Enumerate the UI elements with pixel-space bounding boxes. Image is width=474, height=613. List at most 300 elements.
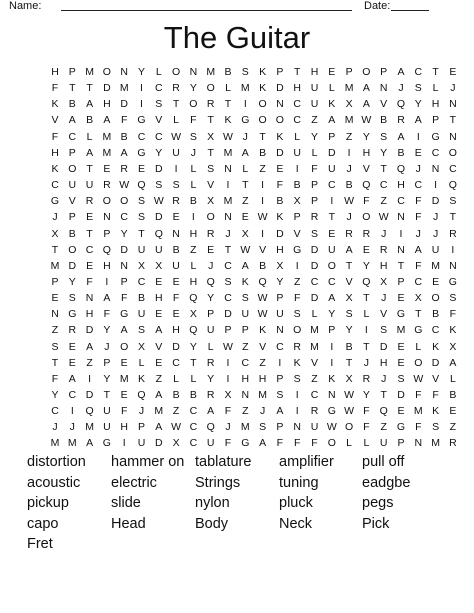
- name-label: Name:: [9, 0, 42, 12]
- grid-letter: E: [362, 243, 370, 256]
- grid-letter: B: [172, 243, 180, 256]
- grid-letter: L: [225, 82, 231, 95]
- word-bank-item: amplifier: [279, 454, 334, 470]
- word-bank-item: capo: [27, 515, 59, 532]
- grid-letter: G: [102, 437, 111, 450]
- grid-letter: I: [70, 405, 74, 418]
- grid-letter: A: [68, 372, 76, 385]
- grid-letter: H: [397, 179, 405, 192]
- grid-letter: B: [432, 308, 440, 321]
- grid-letter: E: [207, 243, 215, 256]
- grid-letter: T: [51, 356, 59, 369]
- grid-letter: L: [86, 130, 93, 143]
- grid-letter: A: [103, 292, 111, 305]
- grid-letter: I: [174, 162, 178, 175]
- grid-letter: Y: [51, 389, 59, 401]
- grid-letter: S: [345, 308, 353, 321]
- grid-letter: Y: [68, 275, 76, 288]
- word-bank-item: electric: [111, 474, 157, 491]
- grid-letter: I: [330, 195, 334, 208]
- grid-letter: F: [293, 292, 301, 305]
- grid-letter: A: [328, 114, 336, 127]
- grid-letter: J: [363, 356, 370, 369]
- grid-letter: R: [449, 437, 457, 450]
- grid-letter: P: [397, 437, 405, 450]
- grid-letter: E: [449, 405, 457, 418]
- grid-letter: O: [189, 98, 198, 111]
- grid-letter: N: [120, 259, 128, 272]
- grid-letter: U: [379, 437, 388, 450]
- grid-letter: B: [189, 389, 197, 401]
- grid-letter: Q: [206, 275, 215, 288]
- grid-letter: J: [415, 162, 421, 175]
- grid-letter: J: [242, 130, 248, 143]
- grid-letter: M: [85, 421, 94, 434]
- grid-letter: K: [328, 98, 336, 111]
- grid-letter: A: [397, 130, 405, 143]
- grid-letter: P: [68, 211, 76, 224]
- grid-letter: S: [380, 324, 388, 337]
- grid-letter: U: [310, 98, 319, 111]
- grid-letter: E: [86, 259, 94, 272]
- grid-letter: T: [190, 356, 197, 369]
- grid-letter: C: [276, 340, 284, 353]
- grid-letter: M: [223, 195, 233, 208]
- grid-letter: G: [431, 130, 440, 143]
- grid-letter: Y: [120, 227, 128, 240]
- grid-letter: X: [172, 437, 180, 450]
- grid-letter: T: [224, 98, 232, 111]
- grid-letter: G: [68, 308, 77, 321]
- grid-letter: Z: [259, 162, 266, 175]
- grid-letter: S: [155, 98, 163, 111]
- grid-letter: O: [345, 421, 354, 434]
- grid-letter: O: [362, 211, 371, 224]
- grid-letter: S: [68, 292, 76, 305]
- grid-letter: F: [172, 292, 180, 305]
- grid-letter: P: [103, 227, 111, 240]
- grid-letter: U: [431, 243, 440, 256]
- grid-letter: H: [293, 82, 301, 95]
- grid-letter: P: [276, 372, 284, 385]
- grid-letter: M: [223, 146, 233, 159]
- grid-letter: E: [137, 162, 145, 175]
- grid-letter: J: [259, 405, 266, 418]
- grid-letter: M: [344, 114, 354, 127]
- grid-letter: M: [396, 324, 406, 337]
- grid-letter: O: [102, 66, 111, 78]
- grid-letter: T: [138, 227, 145, 240]
- word-bank-item: pluck: [279, 495, 313, 512]
- grid-letter: B: [68, 227, 76, 240]
- word-bank-item: nylon: [195, 495, 230, 512]
- grid-letter: M: [413, 405, 423, 418]
- grid-letter: N: [224, 162, 232, 175]
- grid-letter: N: [449, 259, 457, 272]
- grid-letter: E: [86, 211, 94, 224]
- grid-letter: G: [241, 437, 250, 450]
- grid-letter: F: [415, 211, 422, 224]
- grid-letter: O: [275, 114, 284, 127]
- grid-letter: P: [380, 66, 388, 78]
- grid-letter: Y: [362, 259, 370, 272]
- grid-letter: E: [103, 162, 111, 175]
- grid-letter: W: [326, 421, 337, 434]
- grid-letter: R: [362, 372, 371, 385]
- grid-letter: Y: [207, 372, 215, 385]
- grid-letter: K: [224, 114, 232, 127]
- grid-letter: F: [363, 421, 370, 434]
- grid-letter: B: [449, 389, 457, 401]
- grid-letter: Y: [103, 372, 111, 385]
- grid-letter: C: [449, 162, 457, 175]
- grid-letter: D: [276, 146, 284, 159]
- grid-letter: W: [153, 195, 164, 208]
- grid-letter: F: [276, 437, 284, 450]
- grid-letter: W: [119, 179, 130, 192]
- grid-letter: I: [364, 324, 368, 337]
- grid-letter: A: [414, 114, 422, 127]
- grid-letter: F: [415, 195, 422, 208]
- grid-letter: N: [120, 66, 128, 78]
- grid-letter: Y: [189, 340, 197, 353]
- grid-letter: K: [328, 372, 336, 385]
- grid-letter: I: [226, 372, 230, 385]
- grid-letter: O: [120, 195, 129, 208]
- grid-letter: N: [276, 324, 284, 337]
- grid-letter: C: [293, 114, 301, 127]
- grid-letter: Q: [137, 179, 146, 192]
- grid-letter: C: [155, 82, 163, 95]
- grid-letter: E: [155, 308, 163, 321]
- grid-letter: F: [363, 405, 370, 418]
- grid-letter: Q: [85, 405, 94, 418]
- grid-letter: N: [328, 389, 336, 401]
- grid-letter: N: [172, 227, 180, 240]
- grid-letter: Q: [137, 389, 146, 401]
- grid-letter: Y: [310, 130, 318, 143]
- grid-letter: G: [137, 146, 146, 159]
- grid-letter: W: [171, 130, 182, 143]
- grid-letter: C: [397, 195, 405, 208]
- grid-letter: V: [259, 243, 267, 256]
- grid-letter: D: [155, 211, 163, 224]
- grid-letter: T: [328, 211, 335, 224]
- grid-letter: T: [259, 130, 266, 143]
- grid-letter: S: [449, 292, 457, 305]
- grid-letter: D: [431, 356, 440, 369]
- grid-letter: O: [448, 146, 457, 159]
- grid-letter: W: [257, 292, 268, 305]
- grid-letter: N: [397, 243, 405, 256]
- grid-letter: J: [190, 146, 197, 159]
- grid-letter: E: [172, 308, 180, 321]
- grid-letter: R: [103, 179, 111, 192]
- grid-letter: M: [431, 259, 440, 272]
- grid-letter: T: [86, 227, 93, 240]
- grid-letter: N: [51, 308, 59, 321]
- grid-letter: I: [191, 211, 195, 224]
- grid-letter: P: [137, 421, 145, 434]
- grid-letter: X: [155, 259, 163, 272]
- grid-letter: C: [137, 275, 146, 288]
- grid-letter: Z: [380, 195, 387, 208]
- grid-letter: Q: [362, 179, 371, 192]
- grid-letter: Z: [293, 275, 301, 288]
- grid-letter: B: [293, 179, 301, 192]
- grid-letter: W: [344, 195, 355, 208]
- grid-letter: L: [190, 259, 197, 272]
- grid-letter: E: [449, 66, 457, 78]
- grid-letter: D: [155, 437, 163, 450]
- grid-letter: F: [311, 162, 318, 175]
- grid-letter: R: [206, 389, 215, 401]
- grid-letter: T: [449, 211, 457, 224]
- grid-letter: F: [120, 114, 128, 127]
- grid-letter: V: [380, 98, 388, 111]
- grid-letter: W: [171, 421, 182, 434]
- grid-letter: F: [224, 437, 232, 450]
- grid-letter: S: [189, 130, 197, 143]
- grid-letter: O: [362, 66, 371, 78]
- grid-letter: P: [103, 356, 111, 369]
- grid-letter: I: [140, 82, 143, 95]
- grid-letter: L: [138, 356, 145, 369]
- grid-letter: G: [396, 308, 406, 321]
- grid-letter: J: [208, 259, 214, 272]
- grid-letter: G: [448, 275, 457, 288]
- grid-letter: B: [380, 114, 388, 127]
- grid-letter: A: [397, 66, 405, 78]
- grid-letter: Z: [242, 340, 249, 353]
- grid-letter: Z: [51, 324, 59, 337]
- grid-letter: T: [363, 340, 370, 353]
- grid-letter: B: [224, 66, 232, 78]
- grid-letter: B: [86, 114, 94, 127]
- grid-letter: K: [241, 275, 249, 288]
- grid-letter: D: [310, 259, 319, 272]
- grid-letter: C: [293, 98, 301, 111]
- grid-letter: F: [120, 405, 128, 418]
- grid-letter: X: [189, 308, 197, 321]
- grid-letter: D: [328, 146, 336, 159]
- grid-letter: Y: [103, 324, 111, 337]
- grid-letter: K: [137, 372, 145, 385]
- word-bank-item: acoustic: [27, 474, 81, 491]
- grid-letter: F: [51, 82, 59, 95]
- grid-letter: I: [122, 437, 126, 450]
- grid-letter: T: [432, 66, 439, 78]
- grid-letter: W: [344, 389, 355, 401]
- grid-letter: S: [310, 227, 318, 240]
- grid-letter: C: [379, 179, 388, 192]
- grid-letter: J: [381, 292, 387, 305]
- grid-letter: I: [295, 162, 299, 175]
- grid-letter: M: [102, 130, 112, 143]
- grid-letter: E: [432, 275, 440, 288]
- grid-letter: R: [345, 227, 353, 240]
- grid-letter: X: [241, 227, 249, 240]
- grid-letter: E: [172, 275, 180, 288]
- grid-letter: A: [86, 146, 94, 159]
- word-bank-item: Head: [111, 515, 146, 532]
- grid-letter: M: [50, 259, 60, 272]
- grid-letter: P: [310, 195, 318, 208]
- grid-letter: O: [68, 243, 77, 256]
- grid-letter: U: [137, 308, 146, 321]
- grid-letter: L: [449, 372, 456, 385]
- grid-letter: N: [431, 162, 440, 175]
- grid-letter: O: [327, 259, 336, 272]
- grid-letter: F: [449, 308, 457, 321]
- grid-letter: D: [379, 340, 388, 353]
- grid-letter: Y: [207, 292, 215, 305]
- grid-letter: Z: [242, 195, 249, 208]
- grid-letter: Q: [396, 98, 406, 111]
- grid-letter: I: [416, 130, 420, 143]
- grid-letter: X: [414, 292, 422, 305]
- grid-letter: C: [310, 389, 319, 401]
- grid-letter: X: [276, 259, 284, 272]
- grid-letter: C: [310, 275, 319, 288]
- grid-letter: J: [225, 227, 231, 240]
- grid-letter: M: [85, 66, 94, 78]
- grid-letter: U: [293, 146, 301, 159]
- grid-letter: T: [86, 162, 93, 175]
- grid-letter: F: [415, 421, 422, 434]
- grid-letter: B: [259, 259, 267, 272]
- grid-letter: K: [432, 340, 440, 353]
- grid-letter: O: [206, 211, 215, 224]
- grid-letter: Z: [380, 421, 387, 434]
- grid-letter: Q: [189, 324, 198, 337]
- grid-letter: T: [345, 259, 353, 272]
- grid-letter: A: [241, 146, 249, 159]
- grid-letter: I: [105, 275, 109, 288]
- grid-letter: I: [399, 227, 403, 240]
- grid-letter: W: [378, 211, 389, 224]
- grid-letter: Z: [311, 114, 318, 127]
- grid-letter: L: [155, 66, 162, 78]
- grid-letter: U: [172, 259, 180, 272]
- grid-letter: Z: [172, 405, 180, 418]
- grid-letter: U: [172, 146, 180, 159]
- grid-letter: T: [345, 356, 353, 369]
- grid-letter: P: [293, 211, 301, 224]
- grid-letter: W: [257, 308, 268, 321]
- grid-letter: H: [241, 372, 250, 385]
- grid-letter: C: [414, 275, 423, 288]
- grid-letter: A: [68, 114, 76, 127]
- grid-letter: R: [120, 162, 128, 175]
- grid-letter: W: [223, 130, 233, 143]
- grid-letter: F: [103, 308, 111, 321]
- grid-letter: Y: [414, 98, 422, 111]
- grid-letter: U: [328, 243, 336, 256]
- grid-letter: S: [380, 130, 388, 143]
- grid-letter: U: [137, 243, 146, 256]
- grid-letter: T: [449, 114, 457, 127]
- grid-letter: T: [242, 179, 249, 192]
- grid-letter: D: [120, 243, 128, 256]
- grid-letter: I: [261, 195, 265, 208]
- grid-letter: U: [103, 421, 111, 434]
- grid-letter: T: [397, 259, 405, 272]
- grid-letter: Z: [190, 243, 197, 256]
- grid-letter: Q: [154, 227, 163, 240]
- grid-letter: T: [103, 389, 111, 401]
- word-bank-item: slide: [111, 495, 141, 512]
- grid-letter: S: [137, 211, 145, 224]
- grid-letter: B: [345, 179, 353, 192]
- grid-letter: C: [328, 275, 336, 288]
- grid-letter: Z: [242, 405, 249, 418]
- grid-letter: R: [68, 324, 77, 337]
- grid-letter: J: [381, 227, 387, 240]
- grid-letter: Q: [102, 243, 111, 256]
- grid-letter: C: [431, 324, 440, 337]
- grid-letter: P: [68, 146, 76, 159]
- grid-letter: L: [294, 130, 301, 143]
- grid-letter: L: [363, 437, 370, 450]
- grid-letter: A: [86, 98, 94, 111]
- grid-letter: G: [414, 324, 423, 337]
- grid-letter: G: [120, 308, 129, 321]
- grid-letter: D: [224, 308, 232, 321]
- grid-letter: L: [311, 146, 318, 159]
- grid-letter: L: [311, 308, 318, 321]
- grid-letter: M: [344, 82, 354, 95]
- grid-letter: K: [51, 98, 59, 111]
- grid-letter: X: [137, 259, 145, 272]
- grid-letter: O: [414, 356, 423, 369]
- grid-letter: U: [85, 179, 94, 192]
- grid-letter: M: [102, 146, 112, 159]
- grid-letter: N: [414, 437, 423, 450]
- grid-letter: C: [224, 292, 232, 305]
- grid-letter: T: [69, 82, 76, 95]
- grid-letter: H: [258, 372, 267, 385]
- grid-letter: J: [450, 82, 456, 95]
- word-bank-item: eadgbe: [362, 474, 411, 491]
- grid-letter: D: [155, 162, 163, 175]
- grid-letter: E: [172, 211, 180, 224]
- grid-letter: L: [415, 340, 422, 353]
- grid-letter: E: [155, 356, 163, 369]
- grid-letter: I: [434, 179, 438, 192]
- grid-letter: S: [432, 421, 440, 434]
- puzzle-title: The Guitar: [163, 20, 311, 55]
- grid-letter: N: [241, 389, 250, 401]
- grid-letter: Z: [449, 421, 457, 434]
- grid-letter: Z: [259, 356, 266, 369]
- grid-letter: N: [397, 211, 405, 224]
- grid-letter: X: [137, 340, 145, 353]
- grid-letter: K: [259, 82, 267, 95]
- grid-letter: Z: [311, 372, 318, 385]
- grid-letter: L: [432, 82, 439, 95]
- grid-letter: V: [432, 372, 440, 385]
- grid-letter: I: [226, 356, 230, 369]
- grid-letter: C: [85, 243, 94, 256]
- grid-letter: D: [431, 195, 440, 208]
- grid-letter: T: [207, 146, 214, 159]
- grid-letter: M: [119, 82, 129, 95]
- grid-letter: U: [103, 405, 111, 418]
- grid-letter: X: [207, 195, 215, 208]
- grid-letter: C: [241, 356, 250, 369]
- grid-letter: F: [51, 130, 59, 143]
